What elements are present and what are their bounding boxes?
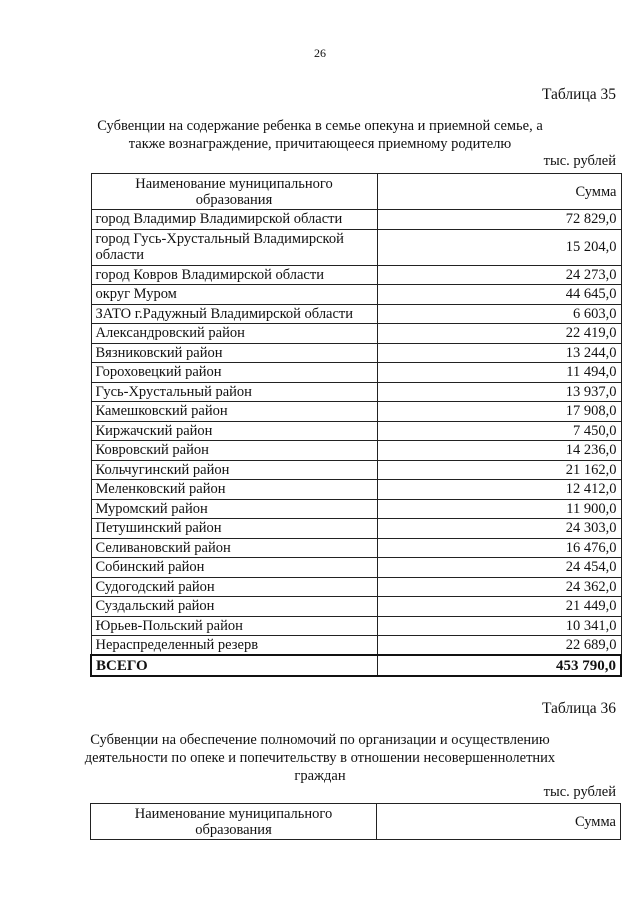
table-row bbox=[91, 304, 621, 324]
table-36-caption: Субвенции на обеспечение полномочий по организации и осуществлению деятельности по опеке и попечительству в отношении несовершеннолетних граждан bbox=[84, 732, 556, 784]
municipality-name: Селивановский район bbox=[91, 538, 377, 558]
municipality-name: Вязниковский район bbox=[91, 343, 377, 363]
municipality-name: ЗАТО г.Радужный Владимирской области bbox=[91, 304, 377, 324]
table-row bbox=[91, 324, 621, 344]
municipality-name: Меленковский район bbox=[91, 480, 377, 500]
subvention-sum: 7 450,0 bbox=[377, 421, 621, 441]
table-row bbox=[91, 499, 621, 519]
subvention-sum: 24 454,0 bbox=[377, 558, 621, 578]
subvention-sum: 11 494,0 bbox=[377, 363, 621, 383]
subvention-sum: 14 236,0 bbox=[377, 441, 621, 461]
municipality-name: Юрьев-Польский район bbox=[91, 616, 377, 636]
table-row bbox=[91, 343, 621, 363]
subvention-sum: 22 419,0 bbox=[377, 324, 621, 344]
table-row bbox=[91, 577, 621, 597]
table-row bbox=[91, 421, 621, 441]
table-36-header-name: Наименование муниципального образования bbox=[91, 804, 377, 840]
total-label: ВСЕГО bbox=[91, 655, 377, 676]
table-row bbox=[91, 285, 621, 305]
municipality-name: Нераспределенный резерв bbox=[91, 636, 377, 656]
subvention-sum: 12 412,0 bbox=[377, 480, 621, 500]
subvention-sum: 22 689,0 bbox=[377, 636, 621, 656]
municipality-name: Киржачский район bbox=[91, 421, 377, 441]
table-row bbox=[91, 441, 621, 461]
table-row bbox=[91, 558, 621, 578]
subvention-sum: 44 645,0 bbox=[377, 285, 621, 305]
table-row bbox=[91, 265, 621, 285]
table-row bbox=[91, 229, 621, 265]
table-row bbox=[91, 402, 621, 422]
subvention-sum: 10 341,0 bbox=[377, 616, 621, 636]
subvention-sum: 15 204,0 bbox=[377, 229, 621, 265]
table-row bbox=[91, 636, 621, 656]
municipality-name: город Ковров Владимирской области bbox=[91, 265, 377, 285]
table-36-header-sum: Сумма bbox=[377, 804, 621, 840]
subvention-sum: 72 829,0 bbox=[377, 210, 621, 230]
table-row bbox=[91, 616, 621, 636]
subvention-sum: 24 303,0 bbox=[377, 519, 621, 539]
table-row bbox=[91, 538, 621, 558]
table-row bbox=[91, 363, 621, 383]
subvention-sum: 11 900,0 bbox=[377, 499, 621, 519]
subvention-sum: 17 908,0 bbox=[377, 402, 621, 422]
table-36-label: Таблица 36 bbox=[541, 700, 616, 717]
subvention-sum: 24 273,0 bbox=[377, 265, 621, 285]
municipality-name: Александровский район bbox=[91, 324, 377, 344]
table-35-body bbox=[91, 210, 621, 677]
municipality-name: Ковровский район bbox=[91, 441, 377, 461]
table-36-unit: тыс. рублей bbox=[543, 784, 616, 800]
subvention-sum: 13 937,0 bbox=[377, 382, 621, 402]
total-sum: 453 790,0 bbox=[377, 655, 621, 676]
table-36 bbox=[90, 803, 621, 840]
municipality-name: город Гусь-Хрустальный Владимирской области bbox=[91, 229, 377, 265]
municipality-name: округ Муром bbox=[91, 285, 377, 305]
table-35-header-name: Наименование муниципального образования bbox=[91, 174, 377, 210]
municipality-name: Суздальский район bbox=[91, 597, 377, 617]
municipality-name: Гороховецкий район bbox=[91, 363, 377, 383]
total-row bbox=[91, 655, 621, 676]
municipality-name: Муромский район bbox=[91, 499, 377, 519]
table-35-caption: Субвенции на содержание ребенка в семье опекуна и приемной семье, а также вознаграждение, причитающееся приемному родителю bbox=[97, 118, 543, 152]
table-35-header-sum: Сумма bbox=[377, 174, 621, 210]
table-row bbox=[91, 480, 621, 500]
municipality-name: Собинский район bbox=[91, 558, 377, 578]
table-row bbox=[91, 460, 621, 480]
municipality-name: Судогодский район bbox=[91, 577, 377, 597]
municipality-name: город Владимир Владимирской области bbox=[91, 210, 377, 230]
municipality-name: Петушинский район bbox=[91, 519, 377, 539]
subvention-sum: 6 603,0 bbox=[377, 304, 621, 324]
subvention-sum: 13 244,0 bbox=[377, 343, 621, 363]
subvention-sum: 16 476,0 bbox=[377, 538, 621, 558]
table-35 bbox=[90, 173, 622, 677]
table-row bbox=[91, 597, 621, 617]
municipality-name: Гусь-Хрустальный район bbox=[91, 382, 377, 402]
table-35-label: Таблица 35 bbox=[541, 86, 616, 103]
table-row bbox=[91, 210, 621, 230]
table-row bbox=[91, 519, 621, 539]
municipality-name: Кольчугинский район bbox=[91, 460, 377, 480]
subvention-sum: 21 449,0 bbox=[377, 597, 621, 617]
page-number: 26 bbox=[314, 46, 326, 60]
subvention-sum: 24 362,0 bbox=[377, 577, 621, 597]
municipality-name: Камешковский район bbox=[91, 402, 377, 422]
table-35-unit: тыс. рублей bbox=[543, 153, 616, 169]
table-row bbox=[91, 382, 621, 402]
subvention-sum: 21 162,0 bbox=[377, 460, 621, 480]
